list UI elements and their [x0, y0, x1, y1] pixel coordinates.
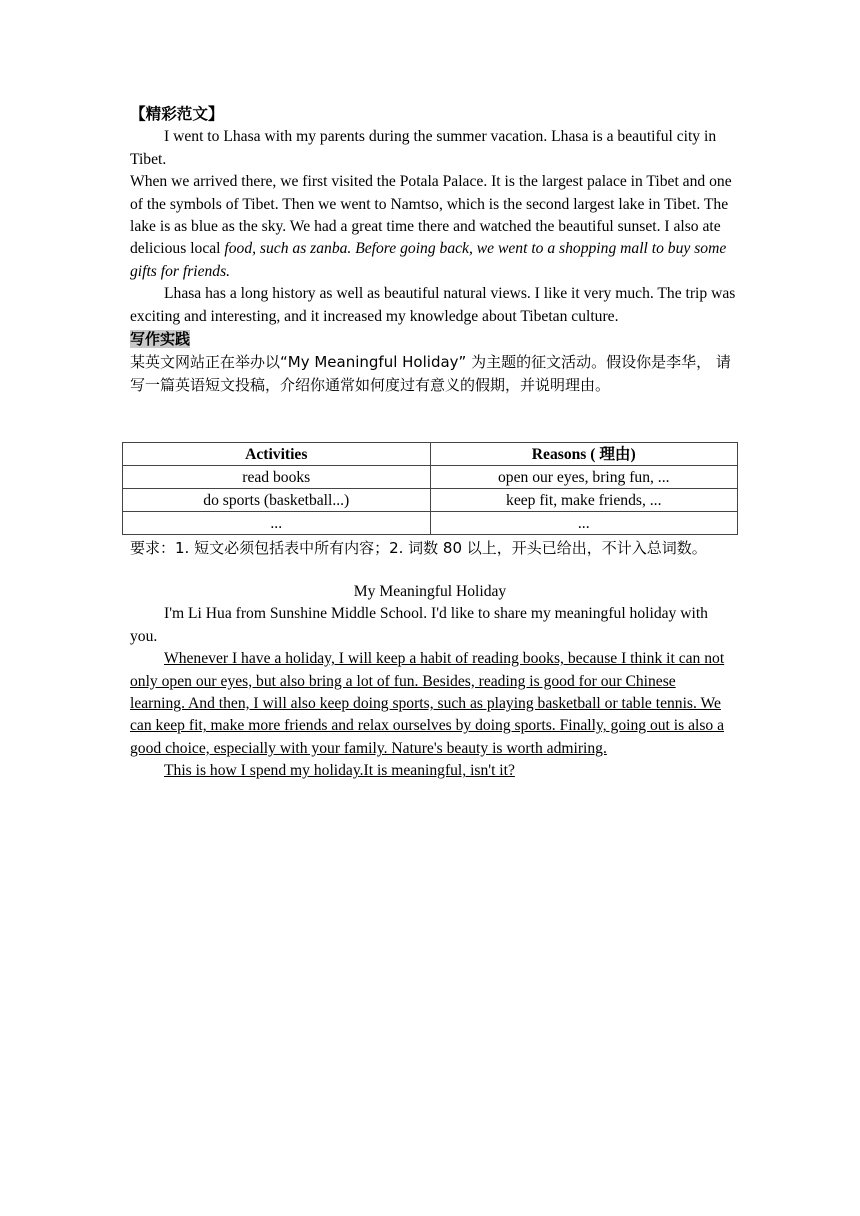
table-header-row — [123, 443, 738, 466]
practice-heading: 写作实践 — [130, 330, 191, 349]
table-row — [123, 512, 738, 535]
table-cell: keep fit, make friends, ... — [430, 489, 738, 512]
section-heading: 【精彩范文】 — [130, 106, 224, 123]
activities-table — [122, 442, 738, 535]
essay-paragraph-2-text: When we arrived there, we first visited the Potala Palace. It is the largest palace in Tibet and one of the symbols of Tibet. Then we went to Namtso, which is the second largest lake in Tibet. The lake is as blue as the sky. We had a great time there and watched the beautiful sunset. I also ate delicious local — [130, 173, 732, 258]
essay-paragraph-2-italic: food, such as zanba. Before going back, we went to a shopping mall to buy some gifts for friends. — [130, 240, 727, 280]
table-header-reasons: Reasons ( 理由) — [430, 443, 738, 466]
practice-heading-line — [130, 328, 740, 351]
table-header-activities: Activities — [123, 443, 431, 466]
table-cell: do sports (basketball...) — [123, 489, 431, 512]
table-cell: ... — [430, 512, 738, 535]
essay-paragraph-1: I went to Lhasa with my parents during the summer vacation. Lhasa is a beautiful city in Tibet. — [130, 128, 717, 168]
essay-title: My Meaningful Holiday — [353, 583, 507, 600]
table-cell: open our eyes, bring fun, ... — [430, 466, 738, 489]
model-essay-section — [130, 104, 740, 396]
essay-closing-line — [130, 760, 730, 782]
table-cell: ... — [123, 512, 431, 535]
practice-prompt: 某英文网站正在举办以“My Meaningful Holiday” 为主题的征文活动。假设你是李华， 请写一篇英语短文投稿，介绍你通常如何度过有意义的假期，并说明理由。 — [130, 353, 731, 394]
essay-closing: This is how I spend my holiday.It is meaningful, isn't it? — [164, 762, 515, 780]
essay-paragraph-3: Lhasa has a long history as well as beautiful natural views. I like it very much. The trip was exciting and interesting, and it increased my knowledge about Tibetan culture. — [130, 285, 736, 325]
sample-essay — [130, 581, 730, 783]
table-row — [123, 489, 738, 512]
table-cell: read books — [123, 466, 431, 489]
essay-body: Whenever I have a holiday, I will keep a habit of reading books, because I think it can not only open our eyes, but also bring a lot of fun. Besides, reading is good for our Chinese learning. And then, I will also keep doing sports, such as playing basketball or table tennis. We can keep fit, make more friends and relax ourselves by doing sports. Finally, going out is also a good choice, especially with your family. Nature's beauty is worth admiring. — [130, 650, 725, 757]
table-row — [123, 466, 738, 489]
requirements-text: 要求：1. 短文必须包括表中所有内容；2. 词数 80 以上，开头已给出，不计入总词数。 — [130, 539, 707, 557]
requirements-block — [130, 537, 730, 559]
essay-paragraph-2 — [130, 171, 740, 283]
essay-opening: I'm Li Hua from Sunshine Middle School. I'd like to share my meaningful holiday with you. — [130, 605, 708, 645]
